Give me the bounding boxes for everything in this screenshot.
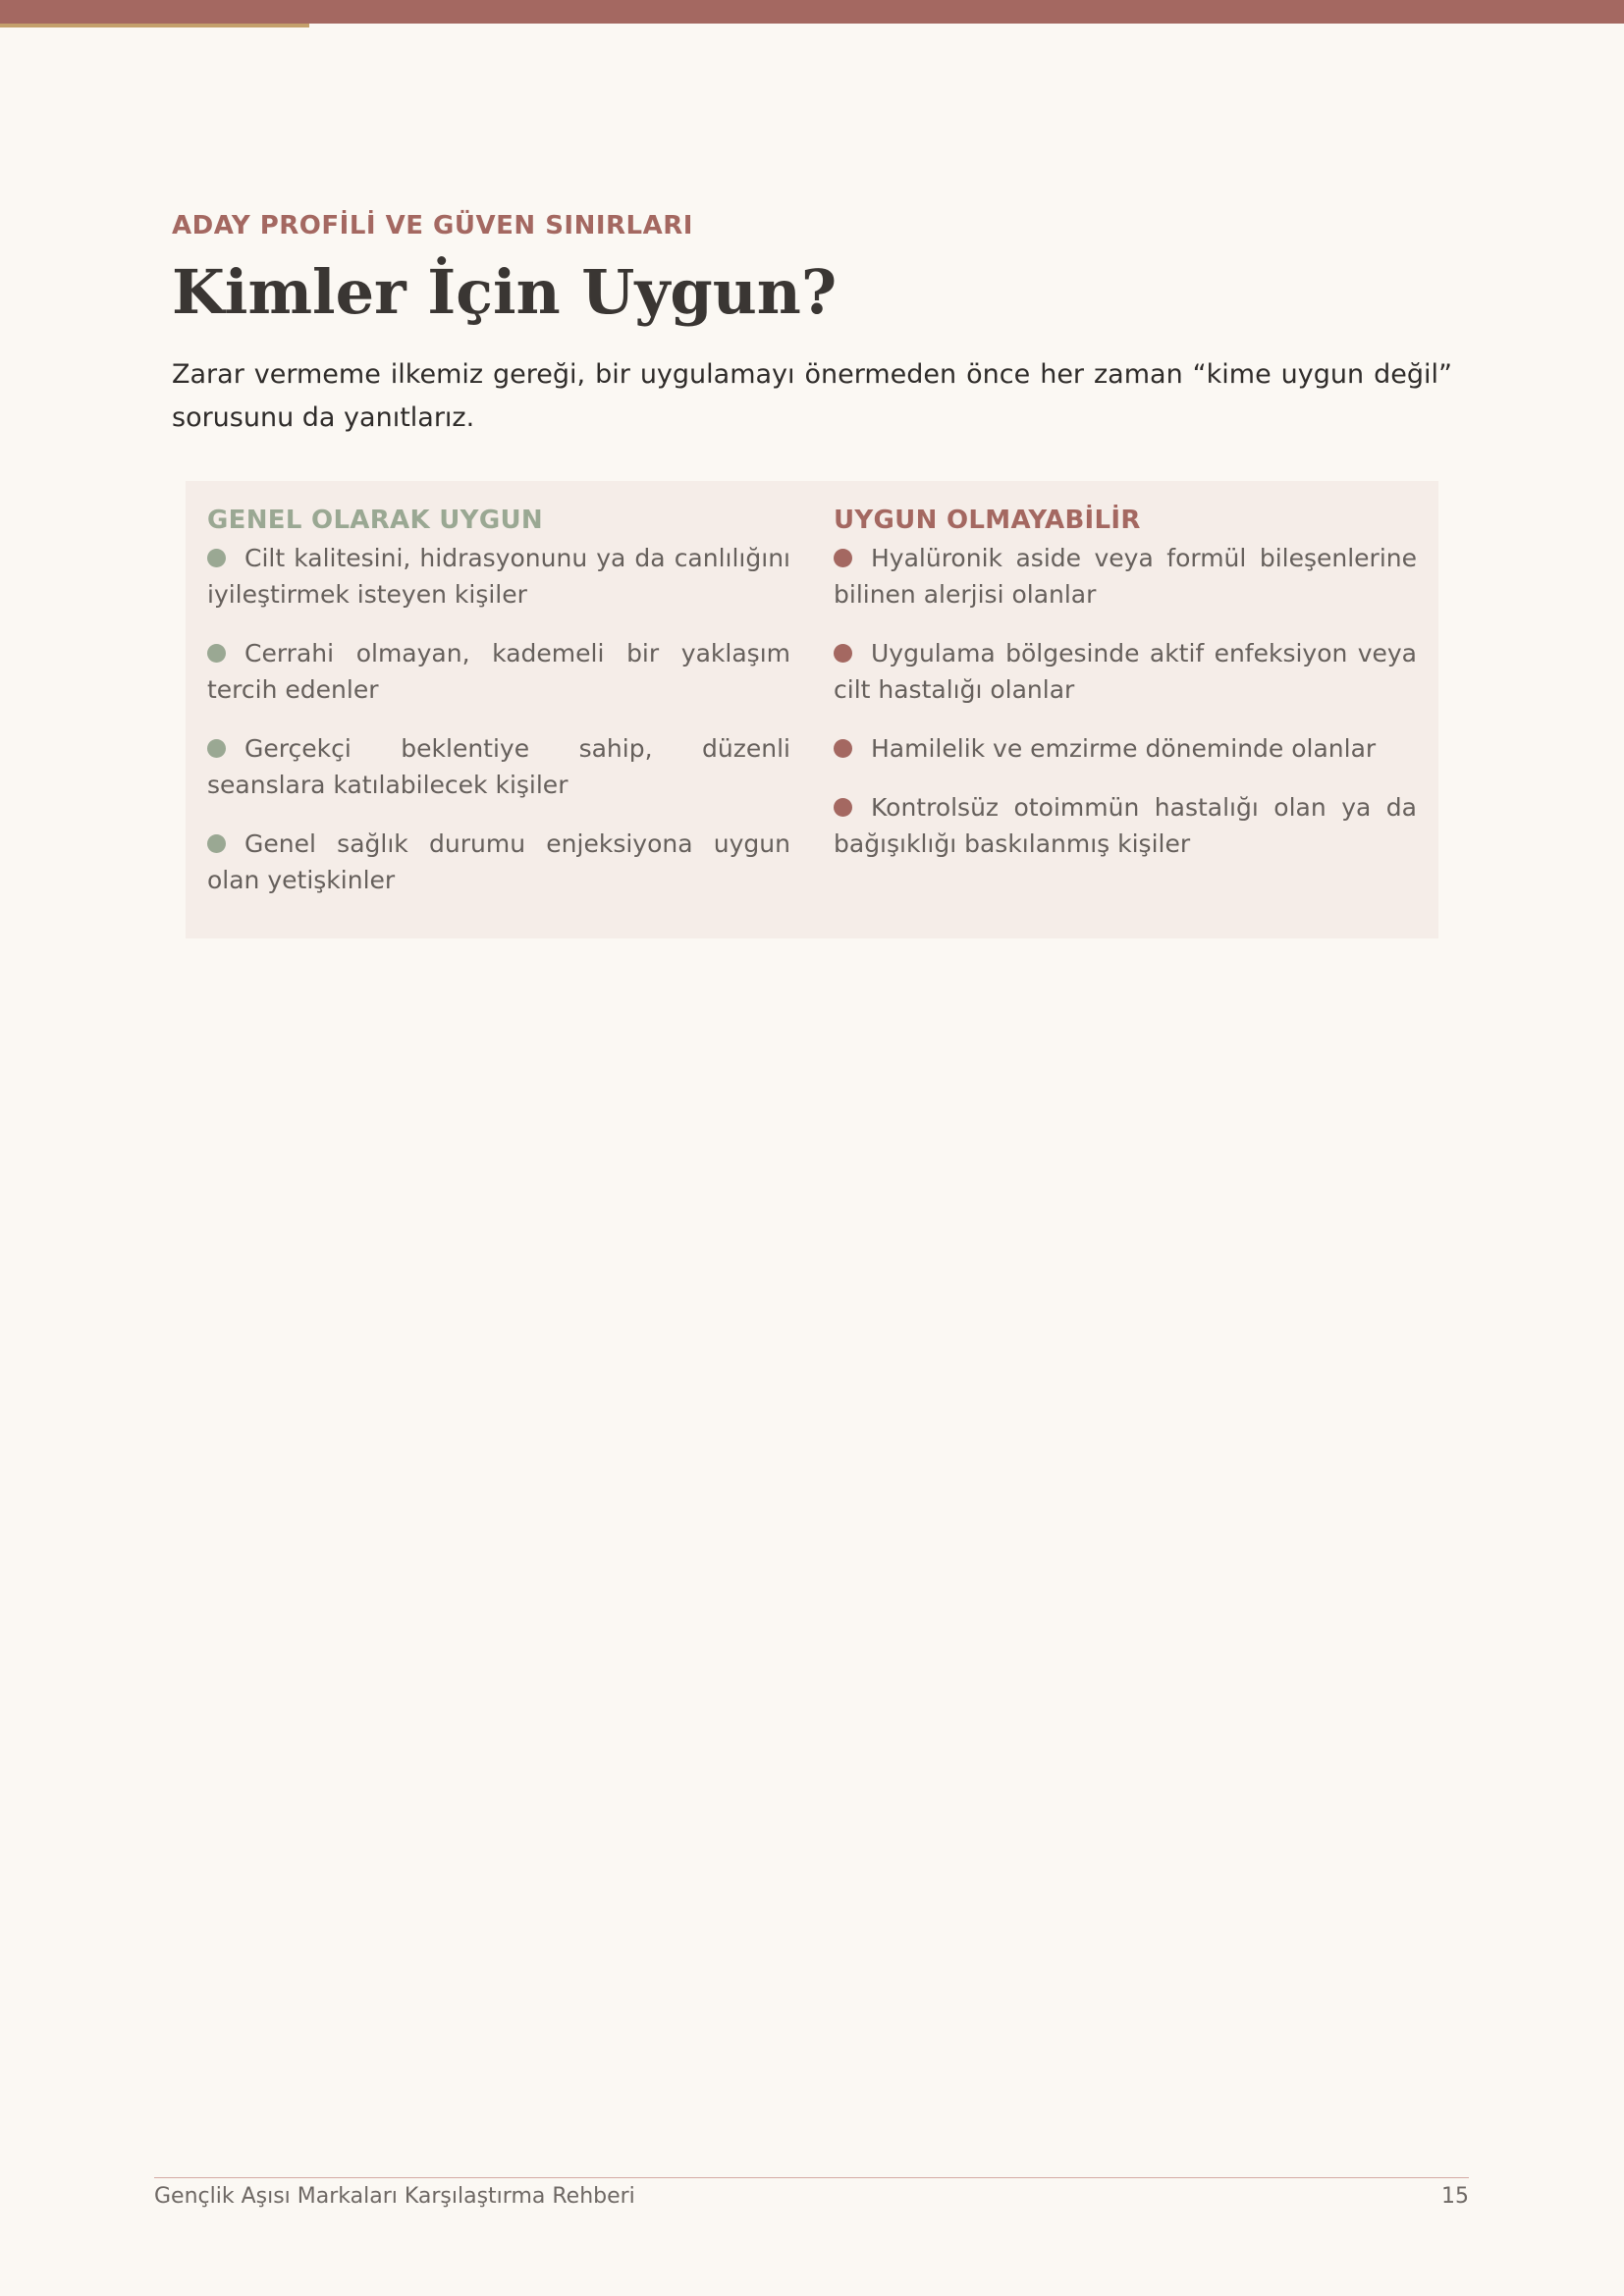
unsuitable-title: UYGUN OLMAYABİLİR: [834, 506, 1141, 535]
bullet-dot-icon: [834, 549, 852, 567]
page-header: [172, 206, 1452, 440]
unsuitable-column: [834, 501, 1417, 884]
section-eyebrow: ADAY PROFİLİ VE GÜVEN SINIRLARI: [172, 211, 693, 240]
unsuitable-item: Hamilelik ve emzirme döneminde olanlar: [834, 730, 1417, 767]
bullet-dot-icon: [207, 549, 226, 567]
footer-doc-title: Gençlik Aşısı Markaları Karşılaştırma Rehberi: [154, 2184, 635, 2209]
suitable-title: GENEL OLARAK UYGUN: [207, 506, 543, 535]
suitable-item: Cilt kalitesini, hidrasyonunu ya da canlılığını iyileştirmek isteyen kişiler: [207, 544, 790, 609]
suitable-item: Gerçekçi beklentiye sahip, düzenli seanslara katılabilecek kişiler: [207, 734, 790, 799]
intro-paragraph: Zarar vermeme ilkemiz gereği, bir uygulamayı önermeden önce her zaman “kime uygun değil” sorusunu da yanıtlarız.: [172, 359, 1452, 433]
suitable-item: Genel sağlık durumu enjeksiyona uygun olan yetişkinler: [207, 829, 790, 894]
page-number: 15: [1441, 2184, 1469, 2209]
bullet-dot-icon: [834, 644, 852, 663]
bullet-dot-icon: [207, 834, 226, 853]
bullet-dot-icon: [207, 644, 226, 663]
unsuitable-item: Uygulama bölgesinde aktif enfeksiyon veya cilt hastalığı olanlar: [834, 639, 1417, 704]
suitability-panel: [186, 481, 1438, 938]
page-title: Kimler İçin Uygun?: [172, 256, 838, 328]
bullet-dot-icon: [834, 739, 852, 758]
top-accent-bar: [0, 0, 1624, 24]
footer-divider: [154, 2177, 1469, 2178]
unsuitable-item: Hyalüronik aside veya formül bileşenlerine bilinen alerjisi olanlar: [834, 544, 1417, 609]
bullet-dot-icon: [834, 798, 852, 817]
suitable-item: Cerrahi olmayan, kademeli bir yaklaşım tercih edenler: [207, 639, 790, 704]
unsuitable-item: Kontrolsüz otoimmün hastalığı olan ya da bağışıklığı baskılanmış kişiler: [834, 793, 1417, 858]
suitable-column: [207, 501, 790, 921]
top-gold-accent: [0, 24, 309, 27]
bullet-dot-icon: [207, 739, 226, 758]
